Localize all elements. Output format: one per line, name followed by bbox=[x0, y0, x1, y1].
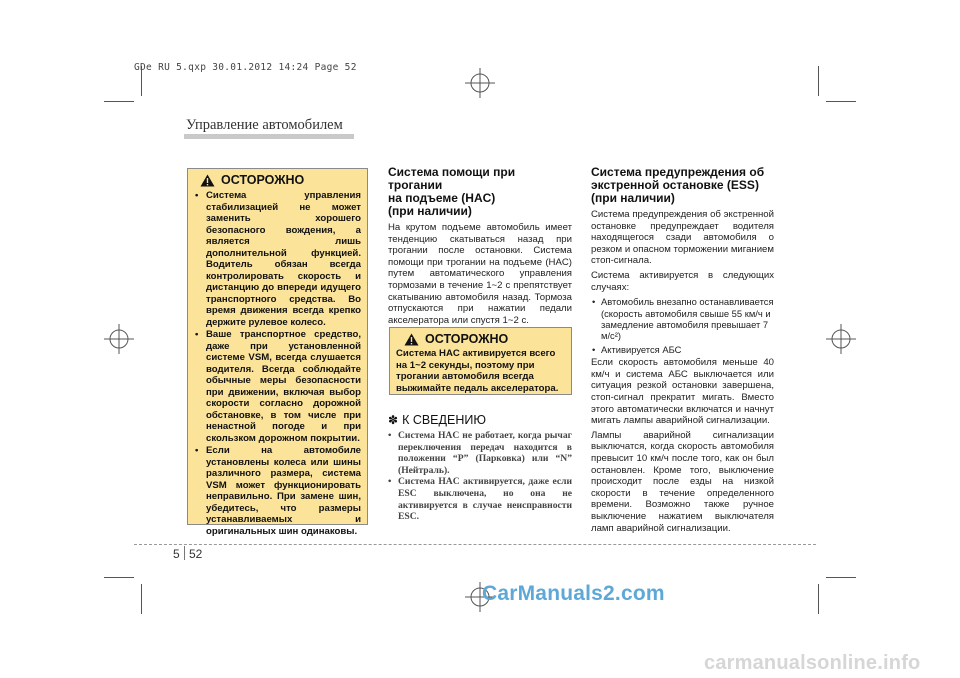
ess-title: Система предупреждения об экстренной остановке (ESS) (при наличии) bbox=[591, 165, 765, 205]
ess-list bbox=[591, 296, 774, 355]
info-item: • Система HAC активируется, даже если ESC выключена, но она не активируется в случае неисправности ESC. bbox=[388, 476, 572, 522]
warning-title-text: ОСТОРОЖНО bbox=[425, 332, 509, 346]
hac-body: На крутом подъеме автомобиль имеет тенденцию скатываться назад при трогании после остановки. Система помощи при трогании на подъеме (HAC) путем автоматического управления тормозами в течение 1~2 с препятствует скатыванию автомобиля назад. Тормоза отпускаются при нажатии педали акселератора или спустя 1~2 с. bbox=[388, 222, 572, 326]
header-rule bbox=[184, 134, 354, 139]
warning-box-vsm bbox=[187, 168, 368, 537]
info-section bbox=[388, 413, 572, 523]
warning-title bbox=[200, 173, 361, 187]
warning-list bbox=[194, 190, 361, 537]
registration-mark-icon bbox=[826, 324, 856, 354]
ess-paragraph: Лампы аварийной сигнализации выключатся, когда скорость автомобиля превысит 10 км/ч после того, как он был остановлен. Кроме того, выключение происходит после езды на низкой скорости в течение определенного времени. Возможно также ручное выключение нажатием выключателя ламп аварийной сигнализации. bbox=[591, 429, 774, 534]
info-list bbox=[388, 430, 572, 523]
info-title bbox=[388, 413, 572, 427]
watermark-carmanualsonline: carmanualsonline.info bbox=[704, 652, 921, 674]
running-head: Управление автомобилем bbox=[186, 117, 343, 133]
footer-rule bbox=[134, 544, 816, 545]
crop-mark bbox=[818, 66, 819, 96]
ess-paragraph: Если скорость автомобиля меньше 40 км/ч и система АБС выключается или ситуация резкой остановки завершена, стоп-сигнал прекратит мигать. Вместо этого автоматически включатся и начнут мигать лампы аварийной сигнализации. bbox=[591, 357, 774, 427]
ess-list-item: • Активируется АБС bbox=[591, 344, 774, 355]
hac-title: Система помощи при трогании на подъеме (HAC) (при наличии) bbox=[388, 165, 516, 218]
crop-mark bbox=[818, 584, 819, 614]
ess-paragraph: Система предупреждения об экстренной остановке предупреждает водителя находящегося сзади автомобиля о резком и опасном торможении миганием стоп-сигнала. bbox=[591, 209, 774, 267]
ess-section bbox=[591, 166, 774, 537]
info-star-icon: ✽ bbox=[388, 413, 399, 427]
print-slug: GDe RU 5.qxp 30.01.2012 14:24 Page 52 bbox=[134, 62, 357, 73]
chapter-number: 5 bbox=[173, 547, 180, 561]
warning-triangle-icon bbox=[200, 174, 215, 187]
warning-item: • Ваше транспортное средство, даже при установленной системе VSM, всегда слушается водителя. Всегда соблюдайте обычные меры безопасности при движении, включая выбор скорости согласно дорожной обстановке, в том числе при ненастной погоде и при скользком дорожном покрытии. bbox=[194, 329, 361, 444]
crop-mark bbox=[826, 577, 856, 578]
warning-item: • Если на автомобиле установлены колеса или шины различного размера, система VSM может функционировать неправильно. При замене шин, убедитесь, что размеры устанавливаемых и оригинальных шин одинаковы. bbox=[194, 445, 361, 537]
hac-section bbox=[388, 166, 572, 326]
registration-mark-icon bbox=[104, 324, 134, 354]
ess-list-item: • Автомобиль внезапно останавливается (скорость автомобиля свыше 55 км/ч и замедление автомобиля превышает 7 м/с²) bbox=[591, 296, 774, 342]
ess-paragraph: Система активируется в следующих случаях: bbox=[591, 269, 774, 293]
warning-title-text: ОСТОРОЖНО bbox=[221, 173, 305, 187]
crop-mark bbox=[826, 101, 856, 102]
crop-mark bbox=[104, 101, 134, 102]
info-item: • Система HAC не работает, когда рычаг переключения передач находится в положении “P” (Парковка) или “N” (Нейтраль). bbox=[388, 430, 572, 476]
crop-mark bbox=[104, 577, 134, 578]
info-title-text: К СВЕДЕНИЮ bbox=[402, 413, 486, 427]
watermark-carmanuals2[interactable]: CarManuals2.com bbox=[482, 582, 665, 605]
warning-text: Система HAC активируется всего на 1~2 секунды, поэтому при трогании автомобиля всегда выжимайте педаль акселератора. bbox=[396, 348, 559, 394]
warning-triangle-icon bbox=[404, 333, 419, 346]
warning-item: • Система управления стабилизацией не может заменить хорошего безопасного вождения, а является лишь дополнительной функцией. Водитель обязан всегда контролировать скорость и дистанцию до впереди идущего транспортного средства. Во время движения всегда крепко держите рулевое колесо. bbox=[194, 190, 361, 328]
warning-title bbox=[404, 332, 565, 346]
crop-mark bbox=[141, 584, 142, 614]
warning-box-hac bbox=[389, 327, 572, 395]
registration-mark-icon bbox=[465, 68, 495, 98]
page-number: 52 bbox=[189, 547, 203, 561]
page-separator bbox=[184, 546, 185, 560]
